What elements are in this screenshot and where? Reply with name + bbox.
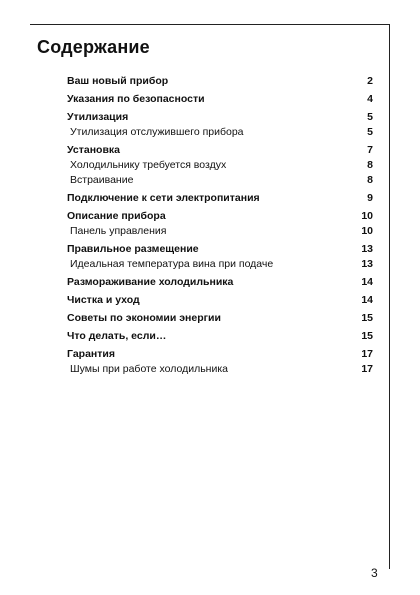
toc-entry-label: Указания по безопасности: [67, 93, 205, 105]
toc-entry-label: Описание прибора: [67, 210, 166, 222]
toc-entry: [67, 225, 373, 238]
toc-entry: [67, 312, 373, 325]
toc-entry-label: Идеальная температура вина при подаче: [70, 258, 274, 270]
toc-entry-label: Утилизация: [67, 111, 129, 123]
toc-entry-page: 9: [367, 192, 373, 204]
toc-entry: [67, 174, 373, 187]
toc-entry: [67, 330, 373, 343]
toc-entry: [67, 363, 373, 376]
toc-entry-label: Правильное размещение: [67, 243, 199, 255]
toc-entry-label: Шумы при работе холодильника: [70, 363, 229, 375]
toc-entry-label: Холодильнику требуется воздух: [70, 159, 227, 171]
toc-entry-page: 2: [367, 75, 373, 87]
toc-entry: [67, 210, 373, 223]
page-number: 3: [371, 566, 378, 580]
toc-entry-page: 17: [361, 348, 373, 360]
page-title: Содержание: [37, 37, 150, 57]
top-rule: [30, 24, 389, 25]
toc-entry: [67, 93, 373, 106]
toc-entry-page: 15: [361, 312, 373, 324]
toc-entry: [67, 276, 373, 289]
toc-entry: [67, 159, 373, 172]
toc-entry-page: 13: [361, 243, 373, 255]
toc-entry-label: Ваш новый прибор: [67, 75, 169, 87]
table-of-contents: [67, 75, 373, 376]
toc-entry-label: Что делать, если…: [67, 330, 167, 342]
toc-entry-label: Утилизация отслужившего прибора: [70, 126, 244, 138]
toc-entry-label: Панель управления: [70, 225, 167, 237]
toc-entry-page: 5: [367, 126, 373, 138]
toc-entry-page: 15: [361, 330, 373, 342]
toc-entry: [67, 348, 373, 361]
toc-entry: [67, 126, 373, 139]
toc-entry-page: 8: [367, 174, 373, 186]
toc-entry-page: 10: [361, 225, 373, 237]
toc-entry: [67, 294, 373, 307]
toc-entry-page: 14: [361, 276, 373, 288]
toc-entry: [67, 243, 373, 256]
toc-entry-page: 7: [367, 144, 373, 156]
toc-entry: [67, 75, 373, 88]
toc-entry: [67, 192, 373, 205]
toc-entry-label: Подключение к сети электропитания: [67, 192, 260, 204]
toc-entry: [67, 258, 373, 271]
toc-entry-label: Гарантия: [67, 348, 115, 360]
toc-entry-page: 8: [367, 159, 373, 171]
toc-entry: [67, 111, 373, 124]
toc-entry-page: 13: [361, 258, 373, 270]
toc-entry-label: Установка: [67, 144, 120, 156]
toc-entry: [67, 144, 373, 157]
toc-entry-label: Советы по экономии энергии: [67, 312, 221, 324]
toc-entry-page: 10: [361, 210, 373, 222]
toc-entry-page: 14: [361, 294, 373, 306]
toc-entry-page: 4: [367, 93, 373, 105]
toc-entry-page: 5: [367, 111, 373, 123]
toc-entry-label: Встраивание: [70, 174, 134, 186]
toc-entry-label: Размораживание холодильника: [67, 276, 234, 288]
toc-entry-label: Чистка и уход: [67, 294, 140, 306]
right-rule: [389, 24, 390, 569]
toc-entry-page: 17: [361, 363, 373, 375]
